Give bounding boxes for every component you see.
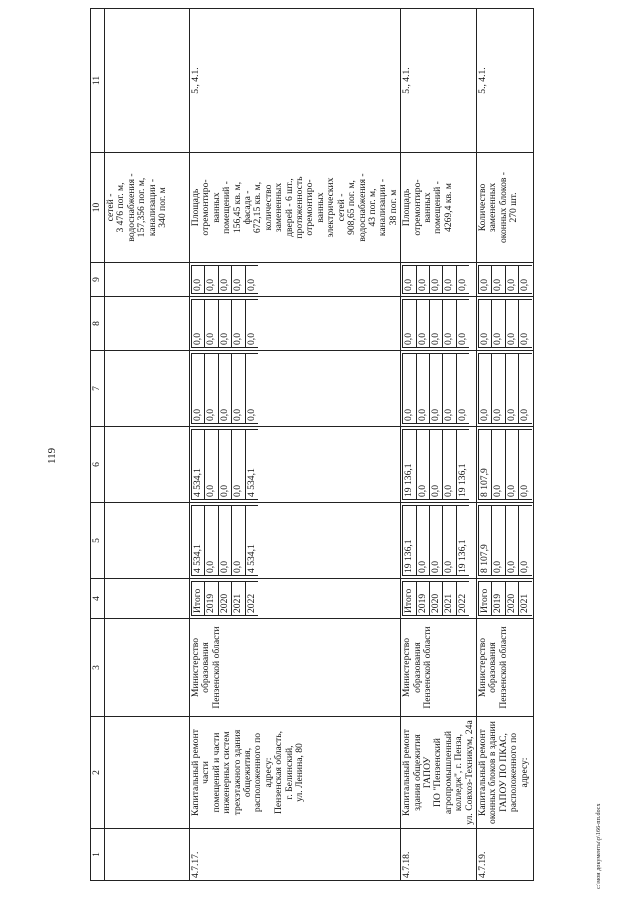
text-line: водоснабжения - (356, 173, 368, 242)
header-cell: 2 (91, 717, 105, 829)
header-cell: 9 (91, 263, 105, 297)
finance-col8 (190, 297, 401, 351)
year-list (190, 579, 401, 619)
finance-col7 (190, 351, 401, 427)
text-line: оконных блоков - (497, 172, 509, 243)
text-line: Министерство (190, 637, 201, 698)
year-cell: 2021 (232, 582, 245, 616)
header-cell: 4 (91, 579, 105, 619)
text-line: Капитальный ремонт (476, 729, 488, 816)
value-cell: 0,0 (245, 354, 258, 424)
text-line: сетей - (105, 193, 116, 222)
text-line: ванных (421, 192, 433, 223)
text-line: Площадь (190, 188, 201, 227)
continued-row (105, 9, 190, 881)
text-line: Количество (476, 183, 488, 232)
text-line: инженерных систем (221, 731, 233, 814)
text-line: канализации - (377, 178, 389, 237)
value-cell: 0,0 (429, 300, 442, 348)
value-cell: 0,0 (416, 266, 429, 294)
object-name (190, 717, 401, 829)
footer-path: c:\мои документы\р\166-пп.docx (596, 803, 602, 889)
responsible-agency (401, 619, 477, 717)
value-cell: 0,0 (205, 300, 218, 348)
year-list (476, 579, 533, 619)
text-line: 340 пог. м (157, 187, 169, 228)
row-number: 4.7.18. (401, 829, 477, 881)
text-line: фасада - (242, 190, 254, 225)
text-line: расположенного по адресу: (252, 732, 274, 813)
value-cell: 0,0 (205, 354, 218, 424)
text-line: агропромышленный (442, 730, 454, 815)
text-line: электрических (325, 177, 337, 238)
year-cell: 2022 (456, 582, 469, 616)
indicator-text (190, 153, 401, 263)
text-line: помещений и части (210, 732, 222, 813)
value-cell: 0,0 (232, 430, 245, 500)
value-cell: 0,0 (478, 354, 491, 424)
value-cell: 0,0 (519, 354, 532, 424)
value-cell: 0,0 (443, 430, 456, 500)
value-cell: 0,0 (205, 506, 218, 576)
header-cell: 6 (91, 427, 105, 503)
value-cell: 0,0 (492, 430, 505, 500)
text-line: отремонтиро- (200, 179, 212, 236)
text-line: помещений - (432, 181, 444, 234)
text-line: трехэтажного здания (231, 729, 243, 816)
text-line: ул. Ленина, 80 (294, 743, 306, 802)
value-cell: 0,0 (505, 300, 518, 348)
value-cell: 19 136,1 (403, 430, 416, 500)
value-cell: 0,0 (416, 300, 429, 348)
value-cell: 0,0 (505, 430, 518, 500)
value-cell: 0,0 (443, 300, 456, 348)
value-cell: 0,0 (232, 266, 245, 294)
row-number: 4.7.17. (190, 829, 401, 881)
value-cell: 4 534,1 (245, 506, 258, 576)
text-line: помещений - (221, 181, 233, 234)
finance-col5 (401, 503, 477, 579)
value-cell: 8 107,9 (478, 506, 491, 576)
value-cell: 0,0 (245, 300, 258, 348)
text-line: ванных (314, 192, 326, 223)
value-cell: 0,0 (192, 354, 205, 424)
finance-col7 (401, 351, 477, 427)
text-line: расположенного по адресу: (508, 732, 530, 813)
value-cell: 4 534,1 (192, 430, 205, 500)
value-cell: 0,0 (403, 300, 416, 348)
value-cell: 4 534,1 (245, 430, 258, 500)
value-cell: 0,0 (416, 354, 429, 424)
value-cell: 0,0 (403, 354, 416, 424)
year-cell: 2022 (245, 582, 258, 616)
value-cell: 0,0 (505, 506, 518, 576)
finance-col6 (476, 427, 533, 503)
value-cell: 0,0 (205, 430, 218, 500)
header-cell: 10 (91, 153, 105, 263)
text-line: 156,45 кв. м, (231, 181, 243, 234)
object-name (476, 717, 533, 829)
text-line: Министерство (476, 637, 488, 698)
value-cell: 8 107,9 (478, 430, 491, 500)
text-line: Пензенской области (497, 626, 509, 709)
value-cell: 0,0 (492, 300, 505, 348)
header-cell: 11 (91, 9, 105, 153)
value-cell: 0,0 (519, 506, 532, 576)
text-line: образования (200, 642, 212, 693)
value-cell: 0,0 (505, 354, 518, 424)
value-cell: 0,0 (429, 506, 442, 576)
text-line: Площадь (401, 188, 413, 227)
text-line: протяженность (294, 176, 306, 239)
value-cell: 0,0 (492, 354, 505, 424)
text-line: 4269,4 кв. м (442, 183, 454, 232)
reference: 5., 4.1. (476, 9, 533, 153)
table-row (190, 9, 401, 881)
header-cell: 7 (91, 351, 105, 427)
object-name (401, 717, 477, 829)
value-cell: 4 534,1 (192, 506, 205, 576)
reference: 5., 4.1. (190, 9, 401, 153)
value-cell: 0,0 (429, 266, 442, 294)
year-list (401, 579, 477, 619)
header-cell: 3 (91, 619, 105, 717)
value-cell: 0,0 (416, 506, 429, 576)
value-cell: 19 136,1 (456, 430, 469, 500)
year-cell: 2021 (443, 582, 456, 616)
value-cell: 0,0 (443, 266, 456, 294)
text-line: количество (262, 184, 274, 231)
value-cell: 0,0 (456, 300, 469, 348)
text-line: колледж", г. Пенза, (453, 733, 465, 812)
table-row (401, 9, 477, 881)
header-cell: 1 (91, 829, 105, 881)
value-cell: 0,0 (519, 300, 532, 348)
continued-indicator (105, 153, 190, 263)
value-cell: 0,0 (456, 354, 469, 424)
text-line: ванных (210, 192, 222, 223)
value-cell: 0,0 (232, 354, 245, 424)
value-cell: 19 136,1 (456, 506, 469, 576)
text-line: Капитальный ремонт (401, 729, 413, 816)
value-cell: 0,0 (478, 300, 491, 348)
value-cell: 0,0 (519, 266, 532, 294)
table-body (190, 9, 534, 881)
finance-col9 (476, 263, 533, 297)
header-cell: 8 (91, 297, 105, 351)
value-cell: 0,0 (416, 430, 429, 500)
table-row (476, 9, 533, 881)
finance-col7 (476, 351, 533, 427)
text-line: Пензенская область, (273, 730, 285, 815)
value-cell: 0,0 (232, 300, 245, 348)
program-table (90, 8, 534, 881)
value-cell: 0,0 (205, 266, 218, 294)
finance-col8 (476, 297, 533, 351)
year-cell: 2020 (429, 582, 442, 616)
text-line: образования (487, 642, 499, 693)
year-cell: 2021 (519, 582, 532, 616)
text-line: Пензенской области (210, 626, 222, 709)
value-cell: 0,0 (492, 506, 505, 576)
finance-col8 (401, 297, 477, 351)
finance-col9 (401, 263, 477, 297)
text-line: Пензенской области (421, 626, 433, 709)
value-cell: 0,0 (519, 430, 532, 500)
value-cell: 0,0 (429, 354, 442, 424)
text-line: г. Белинский, (283, 745, 295, 800)
indicator-text (476, 153, 533, 263)
text-line: водоснабжения - (125, 173, 137, 242)
text-line: замененных (273, 182, 285, 233)
value-cell: 0,0 (443, 354, 456, 424)
indicator-text (401, 153, 477, 263)
row-number: 4.7.19. (476, 829, 533, 881)
header-row (91, 9, 105, 881)
value-cell: 0,0 (192, 300, 205, 348)
responsible-agency (476, 619, 533, 717)
text-line: ул. Совхоз-Техникум, 24а (463, 720, 475, 825)
value-cell: 0,0 (245, 266, 258, 294)
value-cell: 0,0 (218, 430, 231, 500)
text-line: Министерство (401, 637, 413, 698)
value-cell: 0,0 (232, 506, 245, 576)
finance-col6 (190, 427, 401, 503)
text-line: 908,65 пог. м, (346, 180, 358, 235)
text-line: здания общежития ГАПОУ (411, 734, 433, 811)
year-cell: 2020 (505, 582, 518, 616)
year-cell: Итого (192, 582, 205, 616)
year-cell: 2019 (205, 582, 218, 616)
value-cell: 0,0 (218, 266, 231, 294)
value-cell: 0,0 (478, 266, 491, 294)
finance-col6 (401, 427, 477, 503)
text-line: отремонтиро- (304, 179, 316, 236)
value-cell: 0,0 (192, 266, 205, 294)
value-cell: 0,0 (505, 266, 518, 294)
text-line: канализации - (146, 178, 158, 237)
text-line: 3 476 пог. м, (115, 182, 127, 233)
text-line: образования (411, 642, 423, 693)
text-line: общежития, (242, 747, 254, 798)
value-cell: 0,0 (218, 506, 231, 576)
value-cell: 0,0 (492, 266, 505, 294)
header-cell: 5 (91, 503, 105, 579)
text-line: Капитальный ремонт части (190, 729, 212, 816)
year-cell: Итого (478, 582, 491, 616)
text-line: 43 пог. м, (366, 188, 378, 227)
text-line: замененных (487, 182, 499, 233)
year-cell: 2019 (492, 582, 505, 616)
text-line: дверей - 6 шт., (283, 178, 295, 237)
finance-col9 (190, 263, 401, 297)
text-line: 270 шт. (508, 192, 520, 223)
text-line: отремонтиро- (411, 179, 423, 236)
text-line: 38 пог. м (387, 189, 399, 226)
finance-col5 (190, 503, 401, 579)
value-cell: 0,0 (403, 266, 416, 294)
value-cell: 0,0 (443, 506, 456, 576)
text-line: 157,356 пог. м, (136, 177, 148, 238)
responsible-agency (190, 619, 401, 717)
text-line: оконных блоков в здании (487, 721, 499, 824)
value-cell: 0,0 (429, 430, 442, 500)
finance-col5 (476, 503, 533, 579)
text-line: ПО "Пензенский (432, 738, 444, 807)
year-cell: 2020 (218, 582, 231, 616)
text-line: сетей - (335, 193, 347, 222)
page-number: 119 (46, 447, 58, 464)
text-line: 672,15 кв. м, (252, 181, 264, 234)
value-cell: 19 136,1 (403, 506, 416, 576)
reference: 5., 4.1. (401, 9, 477, 153)
value-cell: 0,0 (218, 300, 231, 348)
text-line: ГАПОУ ПО ПКАС, (497, 733, 509, 812)
year-cell: 2019 (416, 582, 429, 616)
value-cell: 0,0 (456, 266, 469, 294)
value-cell: 0,0 (218, 354, 231, 424)
year-cell: Итого (403, 582, 416, 616)
